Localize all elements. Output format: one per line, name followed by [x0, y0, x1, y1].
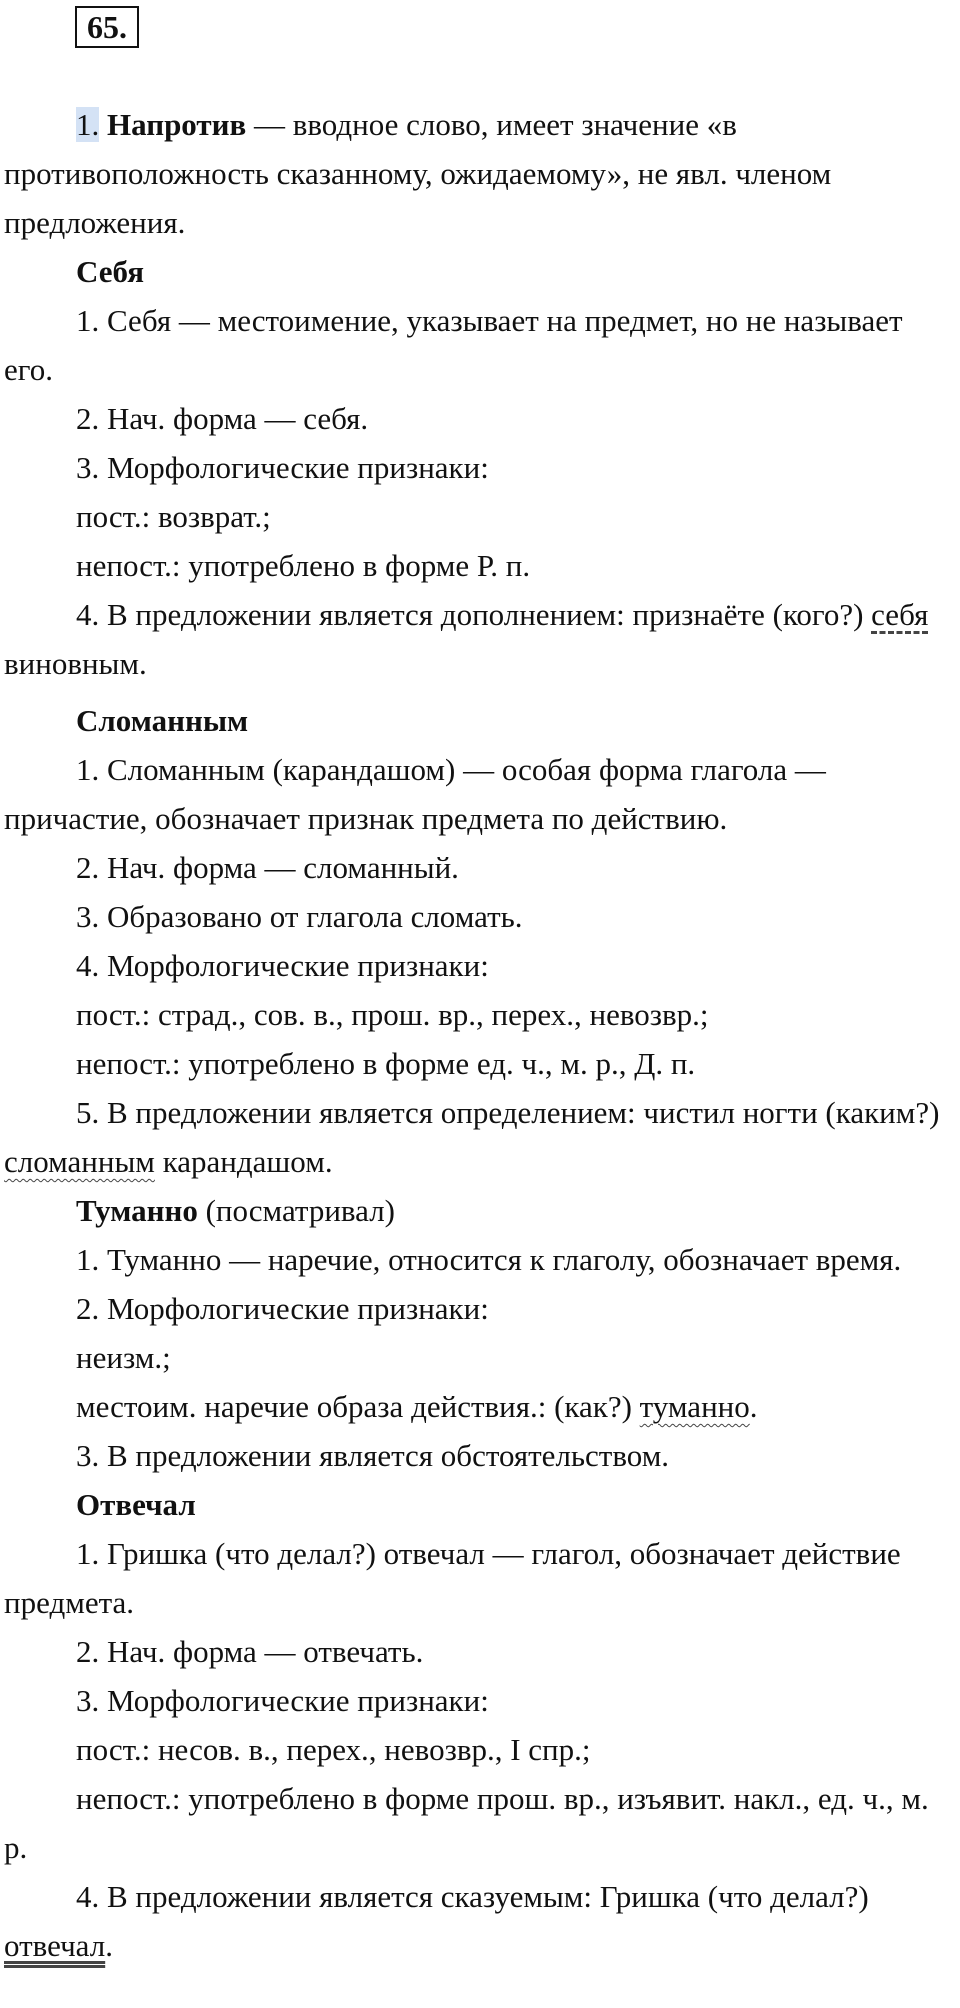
highlighted-number: 1.	[76, 107, 100, 142]
heading-sebya: Себя	[76, 254, 145, 289]
slomannym-line-2: 2. Нач. форма — сломанный.	[76, 850, 459, 885]
otvechal-line-1: 1. Гришка (что делал?) отвечал — глагол, обозначает действие предмета.	[4, 1536, 901, 1620]
heading-tumanno	[4, 1186, 956, 1235]
section-slomannym	[4, 696, 956, 1186]
slomannym-line-1: 1. Сломанным (карандашом) — особая форма глагола — причастие, обозначает признак предмета по действию.	[4, 752, 826, 836]
exercise-number: 65.	[75, 6, 139, 48]
heading-slomannym: Сломанным	[76, 703, 249, 738]
underlined-word: отвечал	[4, 1928, 106, 1963]
tumanno-line-4	[4, 1382, 956, 1431]
underlined-word: туманно	[639, 1389, 750, 1424]
otvechal-line-5: непост.: употреблено в форме прош. вр., изъявит. накл., ед. ч., м. р.	[4, 1781, 929, 1865]
sebya-line-3: 3. Морфологические признаки:	[76, 450, 489, 485]
document-body	[4, 100, 956, 1970]
slomannym-line-3: 3. Образовано от глагола сломать.	[76, 899, 523, 934]
slomannym-line-7	[4, 1088, 956, 1186]
sebya-line-4: пост.: возврат.;	[76, 499, 271, 534]
otvechal-line-6	[4, 1872, 956, 1970]
slomannym-line-6: непост.: употреблено в форме ед. ч., м. р., Д. п.	[76, 1046, 696, 1081]
underlined-word: себя	[871, 597, 929, 632]
sebya-line-6	[4, 590, 956, 688]
tumanno-line-5: 3. В предложении является обстоятельством.	[76, 1438, 670, 1473]
text-fragment: .	[749, 1389, 758, 1424]
otvechal-line-3: 3. Морфологические признаки:	[76, 1683, 489, 1718]
heading-otvechal: Отвечал	[76, 1487, 196, 1522]
text-fragment: 4. В предложении является сказуемым: Гришка (что делал?)	[76, 1879, 869, 1914]
intro-paragraph	[4, 100, 956, 247]
otvechal-line-2: 2. Нач. форма — отвечать.	[76, 1634, 424, 1669]
slomannym-line-5: пост.: страд., сов. в., прош. вр., перех., невозвр.;	[76, 997, 709, 1032]
sebya-line-1: 1. Себя — местоимение, указывает на предмет, но не называет его.	[4, 303, 903, 387]
section-sebya	[4, 247, 956, 688]
sebya-line-5: непост.: употреблено в форме Р. п.	[76, 548, 531, 583]
section-otvechal	[4, 1480, 956, 1970]
underlined-word: сломанным	[4, 1144, 155, 1179]
otvechal-line-4: пост.: несов. в., перех., невозвр., I спр.;	[76, 1732, 591, 1767]
section-tumanno	[4, 1186, 956, 1480]
text-fragment: .	[105, 1928, 113, 1963]
intro-text: — вводное слово, имеет значение «в противоположность сказанному, ожидаемому», не явл. членом предложения.	[4, 107, 832, 240]
sebya-line-2: 2. Нач. форма — себя.	[76, 401, 369, 436]
text-fragment: виновным.	[4, 646, 147, 681]
slomannym-line-4: 4. Морфологические признаки:	[76, 948, 489, 983]
tumanno-line-1: 1. Туманно — наречие, относится к глаголу, обозначает время.	[76, 1242, 902, 1277]
text-fragment: 4. В предложении является дополнением: признаёте (кого?)	[76, 597, 872, 632]
intro-word: Напротив	[107, 107, 247, 142]
text-fragment: 5. В предложении является определением: чистил ногти (каким?)	[76, 1095, 940, 1130]
tumanno-line-2: 2. Морфологические признаки:	[76, 1291, 489, 1326]
heading-note: (посматривал)	[197, 1193, 395, 1228]
heading-word: Туманно	[76, 1193, 198, 1228]
tumanno-line-3: неизм.;	[76, 1340, 171, 1375]
text-fragment: карандашом.	[154, 1144, 333, 1179]
text-fragment: местоим. наречие образа действия.: (как?)	[76, 1389, 640, 1424]
